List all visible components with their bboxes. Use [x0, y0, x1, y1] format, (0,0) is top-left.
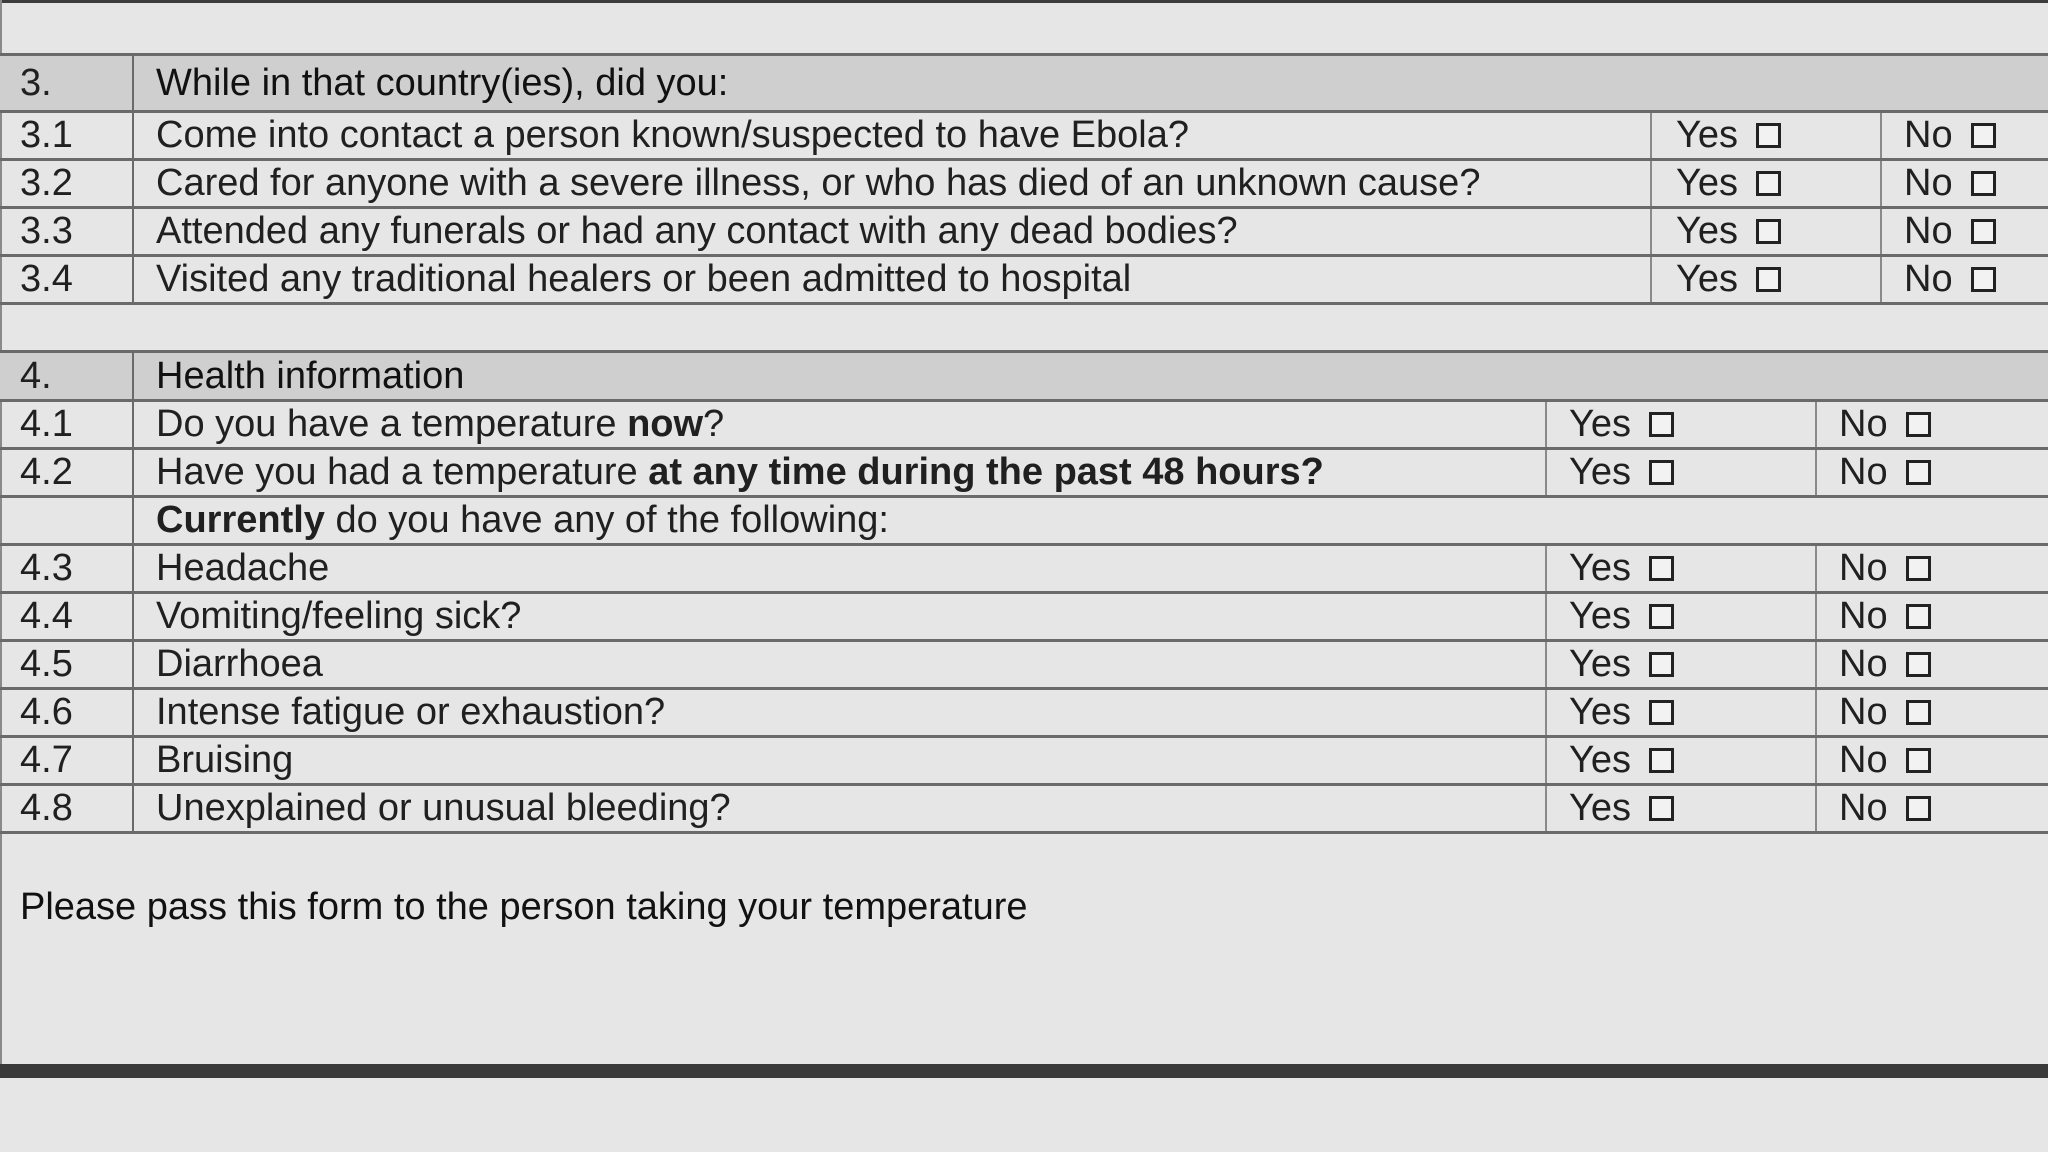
no-checkbox[interactable]: [1906, 412, 1931, 437]
yes-label: Yes: [1569, 547, 1631, 589]
no-option[interactable]: [1815, 402, 2048, 447]
no-checkbox[interactable]: [1906, 796, 1931, 821]
question-text: Visited any traditional healers or been admitted to hospital: [156, 258, 1132, 300]
yes-option[interactable]: [1545, 402, 1815, 447]
no-label: No: [1839, 739, 1888, 781]
yes-option[interactable]: [1650, 209, 1880, 254]
yes-label: Yes: [1569, 739, 1631, 781]
yes-option[interactable]: [1545, 450, 1815, 495]
question-text: Unexplained or unusual bleeding?: [156, 787, 731, 829]
no-checkbox[interactable]: [1971, 267, 1996, 292]
question-text: Vomiting/feeling sick?: [156, 595, 522, 637]
section-3-header: [0, 53, 2048, 113]
yes-checkbox[interactable]: [1756, 171, 1781, 196]
question-number: 4.6: [0, 690, 134, 735]
no-option[interactable]: [1815, 786, 2048, 831]
question-text: Intense fatigue or exhaustion?: [156, 691, 666, 733]
no-option[interactable]: [1815, 546, 2048, 591]
bottom-rule: [0, 1064, 2048, 1078]
yes-option[interactable]: [1650, 257, 1880, 302]
no-checkbox[interactable]: [1906, 700, 1931, 725]
yes-label: Yes: [1569, 643, 1631, 685]
currently-rest: do you have any of the following:: [324, 499, 889, 541]
question-text-emphasis: now: [627, 403, 704, 445]
question-row-4-5: [0, 642, 2048, 690]
section-title: Health information: [156, 354, 465, 397]
question-text-emphasis: at any time during the past 48 hours?: [648, 451, 1324, 493]
no-label: No: [1904, 258, 1953, 300]
no-option[interactable]: [1815, 738, 2048, 783]
question-number: 3.1: [0, 113, 134, 158]
yes-checkbox[interactable]: [1649, 748, 1674, 773]
yes-option[interactable]: [1545, 594, 1815, 639]
question-row-4-3: [0, 546, 2048, 594]
question-row-4-2: [0, 450, 2048, 498]
currently-subheading: [134, 498, 889, 543]
yes-option[interactable]: [1545, 546, 1815, 591]
question-row-4-6: [0, 690, 2048, 738]
no-label: No: [1839, 451, 1888, 493]
section-number: 4.: [0, 353, 134, 399]
yes-checkbox[interactable]: [1649, 412, 1674, 437]
question-row-4-8: [0, 786, 2048, 834]
question-text-end: ?: [703, 403, 725, 445]
yes-checkbox[interactable]: [1649, 796, 1674, 821]
question-text: Diarrhoea: [156, 643, 323, 685]
question-row-3-3: [0, 209, 2048, 257]
question-number: 4.1: [0, 402, 134, 447]
no-checkbox[interactable]: [1971, 123, 1996, 148]
section-4-header: [0, 350, 2048, 402]
yes-checkbox[interactable]: [1649, 604, 1674, 629]
yes-checkbox[interactable]: [1756, 123, 1781, 148]
no-checkbox[interactable]: [1971, 219, 1996, 244]
question-number: 3.4: [0, 257, 134, 302]
no-label: No: [1839, 691, 1888, 733]
yes-label: Yes: [1676, 114, 1738, 156]
question-text: [134, 450, 1324, 495]
question-text-regular: Have you had a temperature: [156, 451, 649, 493]
yes-label: Yes: [1569, 403, 1631, 445]
yes-option[interactable]: [1545, 738, 1815, 783]
question-text: Cared for anyone with a severe illness, or who has died of an unknown cause?: [156, 162, 1481, 204]
question-number: 4.8: [0, 786, 134, 831]
no-label: No: [1904, 162, 1953, 204]
yes-label: Yes: [1569, 787, 1631, 829]
question-text: Come into contact a person known/suspected to have Ebola?: [156, 114, 1189, 156]
no-label: No: [1839, 595, 1888, 637]
question-row-4-4: [0, 594, 2048, 642]
no-label: No: [1839, 643, 1888, 685]
question-number: 4.3: [0, 546, 134, 591]
yes-label: Yes: [1569, 451, 1631, 493]
top-rule: [0, 0, 2048, 3]
question-row-3-4: [0, 257, 2048, 305]
question-row-4-7: [0, 738, 2048, 786]
question-text: [134, 402, 724, 447]
question-number: 4.2: [0, 450, 134, 495]
no-checkbox[interactable]: [1906, 556, 1931, 581]
question-text: Attended any funerals or had any contact with any dead bodies?: [156, 210, 1238, 252]
yes-checkbox[interactable]: [1756, 219, 1781, 244]
no-option[interactable]: [1815, 690, 2048, 735]
no-option[interactable]: [1880, 257, 2048, 302]
no-option[interactable]: [1880, 161, 2048, 206]
yes-option[interactable]: [1650, 113, 1880, 158]
empty-number-cell: [0, 498, 134, 543]
no-checkbox[interactable]: [1906, 748, 1931, 773]
yes-label: Yes: [1569, 691, 1631, 733]
yes-label: Yes: [1676, 162, 1738, 204]
yes-checkbox[interactable]: [1649, 556, 1674, 581]
yes-label: Yes: [1676, 258, 1738, 300]
no-label: No: [1839, 403, 1888, 445]
question-row-3-2: [0, 161, 2048, 209]
no-label: No: [1839, 787, 1888, 829]
no-label: No: [1904, 210, 1953, 252]
currently-subheading-row: [0, 498, 2048, 546]
no-label: No: [1904, 114, 1953, 156]
question-text-regular: Do you have a temperature: [156, 403, 628, 445]
no-option[interactable]: [1880, 209, 2048, 254]
question-number: 4.4: [0, 594, 134, 639]
no-option[interactable]: [1880, 113, 2048, 158]
question-text: Bruising: [156, 739, 294, 781]
yes-label: Yes: [1569, 595, 1631, 637]
question-row-3-1: [0, 113, 2048, 161]
yes-checkbox[interactable]: [1649, 460, 1674, 485]
no-option[interactable]: [1815, 594, 2048, 639]
footer-instruction: Please pass this form to the person taking your temperature: [20, 886, 1028, 928]
yes-option[interactable]: [1650, 161, 1880, 206]
no-label: No: [1839, 547, 1888, 589]
yes-checkbox[interactable]: [1649, 700, 1674, 725]
currently-emphasis: Currently: [156, 499, 325, 541]
yes-option[interactable]: [1545, 690, 1815, 735]
yes-checkbox[interactable]: [1756, 267, 1781, 292]
yes-checkbox[interactable]: [1649, 652, 1674, 677]
question-row-4-1: [0, 402, 2048, 450]
question-number: 3.3: [0, 209, 134, 254]
section-title: While in that country(ies), did you:: [156, 61, 729, 104]
no-checkbox[interactable]: [1906, 652, 1931, 677]
yes-label: Yes: [1676, 210, 1738, 252]
yes-option[interactable]: [1545, 786, 1815, 831]
no-checkbox[interactable]: [1906, 460, 1931, 485]
question-number: 4.5: [0, 642, 134, 687]
question-text: Headache: [156, 547, 330, 589]
section-number: 3.: [0, 56, 134, 110]
no-option[interactable]: [1815, 642, 2048, 687]
no-checkbox[interactable]: [1971, 171, 1996, 196]
question-number: 4.7: [0, 738, 134, 783]
question-number: 3.2: [0, 161, 134, 206]
no-checkbox[interactable]: [1906, 604, 1931, 629]
yes-option[interactable]: [1545, 642, 1815, 687]
no-option[interactable]: [1815, 450, 2048, 495]
